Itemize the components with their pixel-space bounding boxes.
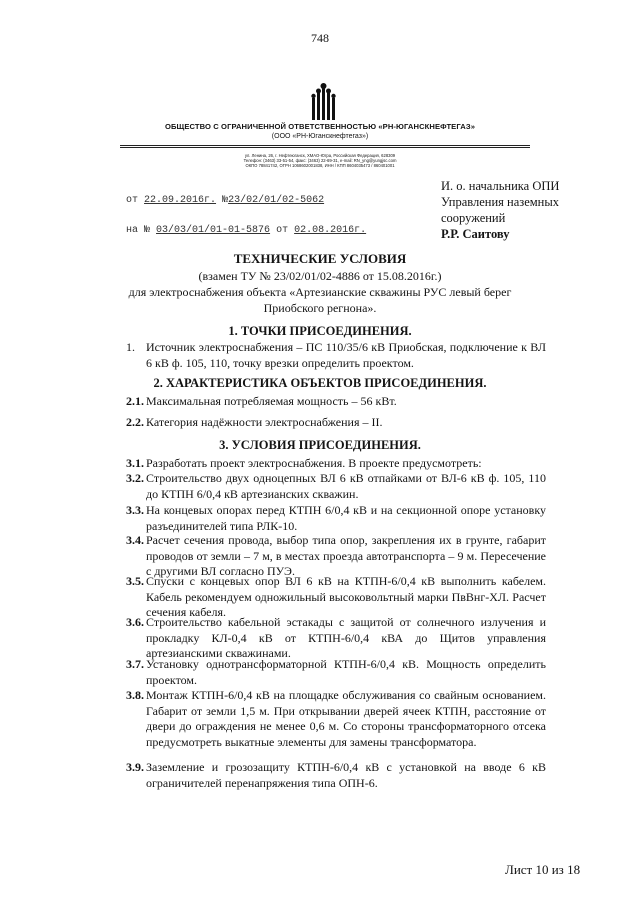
ref-date: 22.09.2016г. [144, 195, 217, 206]
outgoing-ref [126, 195, 324, 206]
subtitle-line: Приобского регнона». [263, 301, 377, 315]
item-number: 3.5. [126, 574, 144, 588]
addressee-line: Управления наземных [441, 195, 559, 209]
ref-number: 03/03/01/01-01-5876 [156, 225, 271, 236]
item-number: 3.8. [126, 688, 144, 702]
item-number: 2.2. [126, 415, 144, 429]
list-item [126, 574, 546, 621]
list-item [126, 533, 546, 580]
list-item [126, 471, 546, 502]
item-text: Расчет сечения провода, выбор типа опор, закрепления их в грунте, габарит проводов от земли – 7 м, в местах проезда автотранспорта – 9 м. Пересечение с другими ВЛ согласно ПУЭ. [146, 533, 546, 578]
company-full-name: ОБЩЕСТВО С ОГРАНИЧЕННОЙ ОТВЕТСТВЕННОСТЬЮ «РН-ЮГАНСКНЕФТЕГАЗ» [164, 122, 476, 131]
subtitle-line: для электроснабжения объекта «Артезианские скважины РУС левый берег [128, 285, 512, 299]
item-text: Максимальная потребляемая мощность – 56 кВт. [146, 394, 397, 408]
header-rule [120, 147, 530, 148]
incoming-ref [126, 225, 366, 236]
list-item [126, 760, 546, 791]
item-number: 3.2. [126, 471, 144, 485]
item-text: Категория надёжности электроснабжения – II. [146, 415, 383, 429]
page-number: 748 [311, 31, 329, 45]
list-item [126, 688, 546, 750]
ref-date: 02.08.2016г. [294, 225, 367, 236]
item-text: На концевых опорах перед КТПН 6/0,4 кВ и на секционной опоре установку разъединителей типа РЛК-10. [146, 503, 546, 533]
list-item [126, 340, 546, 371]
item-number: 3.6. [126, 615, 144, 629]
subtitle-line: (взамен ТУ № 23/02/01/02-4886 от 15.08.2016г.) [198, 269, 442, 283]
document-title: ТЕХНИЧЕСКИЕ УСЛОВИЯ [233, 251, 407, 266]
list-item [126, 415, 546, 431]
item-text: Заземление и грозозащиту КТПН-6/0,4 кВ с установкой на вводе 6 кВ ограничителей перенапряжения типа ОПН-6. [146, 760, 546, 790]
section-heading: 3. УСЛОВИЯ ПРИСОЕДИНЕНИЯ. [219, 438, 421, 452]
company-address-line: Телефон: (3463) 33-51-54, факс: (3463) 22-69-31, e-mail: RN_yng@yungjsc.com [243, 158, 397, 163]
company-address-line: ул. Ленина, 26, г. Нефтеюганск, ХМАО-Югра, Российская Федерация, 628309 [244, 153, 396, 158]
item-text: Источник электроснабжения – ПС 110/35/6 кВ Приобская, подключение к ВЛ 6 кВ ф. 105, 110, точку врезки определить проектом. [146, 340, 546, 370]
header-rule [120, 145, 530, 146]
item-number: 3.4. [126, 533, 144, 547]
item-text: Строительство двух одноцепных ВЛ 6 кВ отпайками от ВЛ-6 кВ ф. 105, 110 до КТПН 6/0,4 кВ артезианских скважин. [146, 471, 546, 501]
company-address-line: ОКПО 78841742, ОГРН 1068602001838, ИНН / КПП 8604035473 / 860401001 [245, 163, 395, 168]
item-number: 1. [126, 340, 135, 354]
addressee-name: Р.Р. Саитову [441, 227, 510, 241]
item-number: 3.3. [126, 503, 144, 517]
list-item [126, 657, 546, 688]
section-heading: 1. ТОЧКИ ПРИСОЕДИНЕНИЯ. [228, 324, 412, 338]
ref-prefix: на № [126, 225, 151, 236]
ref-number: 23/02/01/02-5062 [228, 195, 325, 206]
ref-no-label: № [222, 195, 229, 206]
ref-mid: от [276, 225, 289, 236]
addressee-block [441, 178, 559, 242]
ref-prefix: от [126, 195, 139, 206]
item-number: 3.7. [126, 657, 144, 671]
sheet-counter: Лист 10 из 18 [505, 862, 581, 877]
company-short-name: (ООО «РН-Юганскнефтегаз») [271, 133, 369, 140]
item-text: Строительство кабельной эстакады с защитой от солнечного излучения и прокладку КЛ-0,4 кВ от КТПН-6/0,4 кВА до Щитов управления артезианскими скважинами. [146, 615, 546, 660]
item-text: Спуски с концевых опор ВЛ 6 кВ на КТПН-6/0,4 кВ выполнить кабелем. Кабель рекомендуем одножильный высоковольтный марки ПвВнг-ХЛ. Расчет сечения кабеля. [146, 574, 546, 619]
addressee-line: сооружений [441, 211, 506, 225]
section-heading: 2. ХАРАКТЕРИСТИКА ОБЪЕКТОВ ПРИСОЕДИНЕНИЯ. [153, 376, 487, 390]
item-text: Разработать проект электроснабжения. В проекте предусмотреть: [146, 456, 482, 470]
item-number: 2.1. [126, 394, 144, 408]
item-number: 3.9. [126, 760, 144, 774]
list-item [126, 503, 546, 534]
company-logo-icon [303, 82, 343, 120]
list-item [126, 615, 546, 662]
item-number: 3.1. [126, 456, 144, 470]
addressee-line: И. о. начальника ОПИ [441, 179, 560, 193]
list-item [126, 394, 546, 410]
item-text: Монтаж КТПН-6/0,4 кВ на площадке обслуживания со свайным основанием. Габарит от земли 1,5 м. При открывании дверей ячеек КТПН, расстояние от двери до ограждения не менее 0,6 м. Со стороны трансформаторного отсека предусмотреть выкатные элементы для замены трансформатора. [146, 688, 546, 749]
list-item [126, 456, 546, 472]
item-text: Установку однотрансформаторной КТПН-6/0,4 кВ. Мощность определить проектом. [146, 657, 546, 687]
